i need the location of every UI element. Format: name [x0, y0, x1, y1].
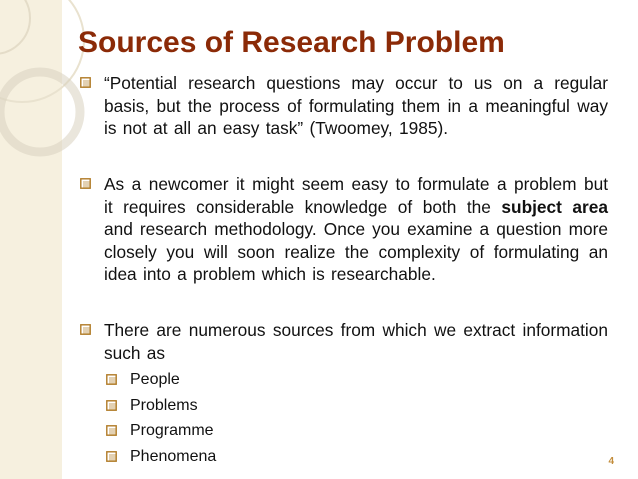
checkbox-square-icon: [106, 451, 117, 462]
checkbox-square-icon: [106, 400, 117, 411]
bullet-emphasis: subject area: [501, 196, 608, 217]
sub-bullet-text: Programme: [130, 422, 214, 439]
bullet-text: [104, 173, 608, 286]
sub-list-item: [106, 421, 214, 441]
bullet-text-before: As a newcomer it might seem easy to formulate a problem but it requires considerable knowledge of both the: [104, 174, 608, 217]
checkbox-square-icon: [80, 77, 91, 88]
list-item: [80, 173, 608, 286]
list-item: [80, 72, 608, 140]
sub-bullet-text: Phenomena: [130, 448, 217, 465]
sub-bullet-text: People: [130, 371, 180, 388]
bullet-text: There are numerous sources from which we extract information such as: [104, 320, 608, 363]
checkbox-square-icon: [106, 374, 117, 385]
sub-list-item: [106, 447, 216, 467]
page-title: Sources of Research Problem: [78, 26, 505, 59]
sub-bullet-text: Problems: [130, 397, 198, 414]
checkbox-square-icon: [80, 178, 91, 189]
list-item: [80, 319, 608, 364]
sub-list-item: [106, 370, 180, 390]
checkbox-square-icon: [106, 425, 117, 436]
bullet-text-after: and research methodology. Once you examine a question more closely you will soon realize the complexity of formulating an idea into a problem which is researchable.: [104, 219, 608, 284]
page-number: 4: [608, 456, 614, 467]
bullet-text: “Potential research questions may occur to us on a regular basis, but the process of formulating them in a meaningful way is not at all an easy task” (Twoomey, 1985).: [104, 73, 608, 138]
checkbox-square-icon: [80, 324, 91, 335]
sub-list-item: [106, 396, 198, 416]
